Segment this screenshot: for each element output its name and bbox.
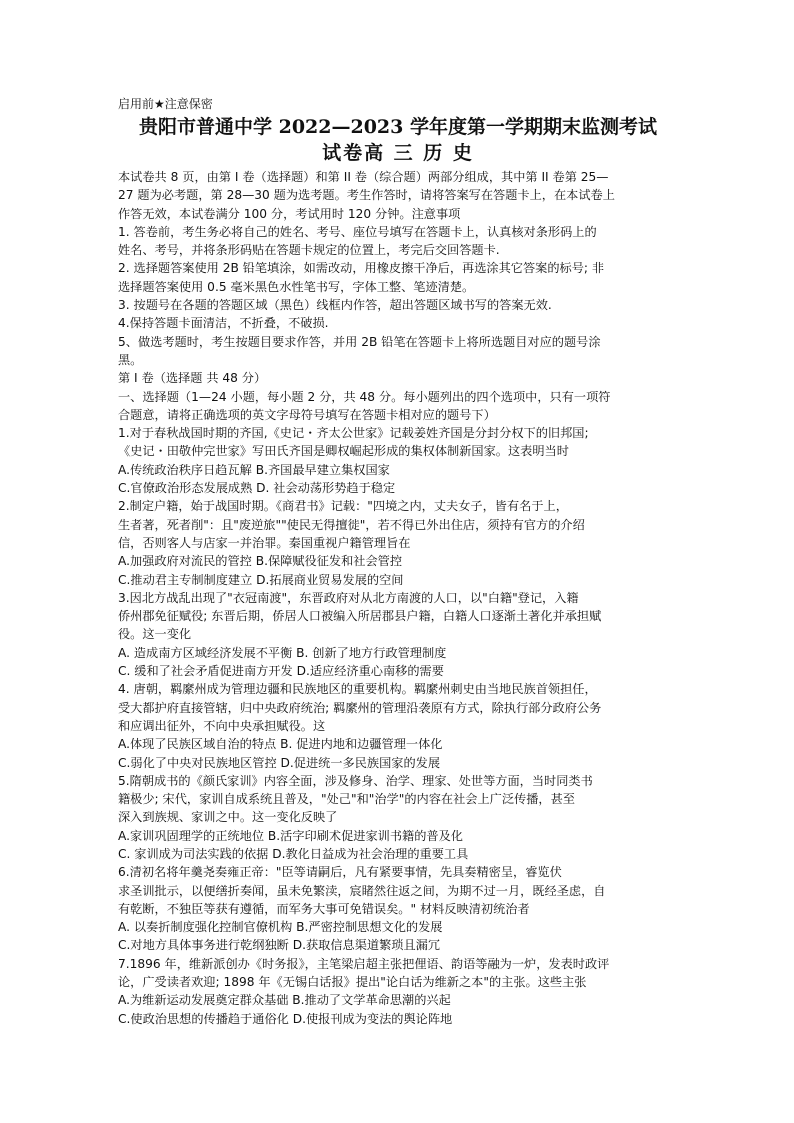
question-stem-line: 7.1896 年，维新派创办《时务报》，主笔梁启超主张把俚语、韵语等融为一炉，发表时政评 <box>118 956 610 971</box>
question-stem-line: 3.因北方战乱出现了"衣冠南渡"，东晋政府对从北方南渡的人口，以"白籍"登记，入籍 <box>118 590 579 605</box>
question-stem-line: 生者著，死者削"：且"废逆旅""使民无得擅徙"，若不得已外出住店，须持有官方的介绍 <box>118 517 585 532</box>
instruction-line: 4.保持答题卡面清洁，不折叠，不破损. <box>118 316 329 331</box>
question-options-line: A. 以奏折制度强化控制官僚机构 B.严密控制思想文化的发展 <box>118 920 443 935</box>
instruction-line: 黑。 <box>118 352 143 367</box>
question-options-line: C. 家训成为司法实践的依据 D.教化日益成为社会治理的重要工具 <box>118 846 469 861</box>
question-options-line: C.对地方具体事务进行乾纲独断 D.获取信息渠道繁琐且漏冗 <box>118 938 441 953</box>
question-4 <box>118 680 678 771</box>
instructions <box>118 168 678 369</box>
question-stem-line: 信，否则客人与店家一并治罪。秦国重视户籍管理旨在 <box>118 535 411 550</box>
question-stem-line: 论，广受读者欢迎; 1898 年《无锡白话报》提出"论白话为维新之本"的主张。这些主张 <box>118 975 587 990</box>
question-7 <box>118 955 678 1028</box>
question-stem-line: 受大都护府直接管辖，归中央政府统治; 羁縻州的管理沿袭原有方式，除执行部分政府公务 <box>118 700 602 715</box>
section-intro-line: 一、选择题（1—24 小题，每小题 2 分，共 48 分。每小题列出的四个选项中，只有一项符 <box>118 389 611 404</box>
question-5 <box>118 772 678 863</box>
section-heading: 第 I 卷（选择题 共 48 分） <box>118 371 267 386</box>
question-stem-line: 6.清初名将年羹尧奏雍正帝："臣等请嗣后，凡有紧要事情，先具奏精密呈，睿览伏 <box>118 865 562 880</box>
question-3 <box>118 589 678 680</box>
instruction-line: 1. 答卷前，考生务必将自己的姓名、考号、座位号填写在答题卡上，认真核对条形码上的 <box>118 224 597 239</box>
question-options-line: A. 造成南方区域经济发展不平衡 B. 创新了地方行政管理制度 <box>118 645 447 660</box>
question-stem-line: 2.制定户籍，始于战国时期。《商君书》记载："四境之内，丈夫女子，皆有名于上， <box>118 499 568 514</box>
question-options-line: C.使政治思想的传播趋于通俗化 D.使报刊成为变法的舆论阵地 <box>118 1011 453 1026</box>
question-stem-line: 有乾断，不独臣等获有遵循，而军务大事可免错误矣。" 材料反映清初统治者 <box>118 901 530 916</box>
question-6 <box>118 863 678 954</box>
question-stem-line: 和应调出征外，不向中央承担赋役。这 <box>118 718 326 733</box>
question-stem-line: 深入到族规、家训之中。这一变化反映了 <box>118 810 338 825</box>
instruction-line: 选择题答案使用 0.5 毫米黑色水性笔书写，字体工整、笔迹清楚。 <box>118 279 475 294</box>
question-options-line: A.传统政治秩序日趋瓦解 B.齐国最早建立集权国家 <box>118 462 390 477</box>
instruction-line: 2. 选择题答案使用 2B 铅笔填涂，如需改动，用橡皮擦干净后，再选涂其它答案的标号; 非 <box>118 261 605 276</box>
question-stem-line: 《史记・田敬仲完世家》写田氏齐国是卿权崛起形成的集权体制新国家。这表明当时 <box>118 444 569 459</box>
question-options-line: C.推动君主专制制度建立 D.拓展商业贸易发展的空间 <box>118 572 404 587</box>
instruction-line: 27 题为必考题，第 28—30 题为选考题。考生作答时，请将答案写在答题卡上，在本试卷上 <box>118 188 615 203</box>
question-options-line: C.官僚政治形态发展成熟 D. 社会动荡形势趋于稳定 <box>118 481 396 496</box>
instruction-line: 3. 按题号在各题的答题区域（黑色）线框内作答，超出答题区域书写的答案无效. <box>118 298 552 313</box>
instruction-line: 本试卷共 8 页，由第 I 卷（选择题）和第 II 卷（综合题）两部分组成，其中第 II 卷第 25— <box>118 170 609 184</box>
question-options-line: A.为维新运动发展奠定群众基础 B.推动了文学革命思潮的兴起 <box>118 993 451 1008</box>
question-stem-line: 1.对于春秋战国时期的齐国,《史记・齐太公世家》记载姜姓齐国是分封分权下的旧邦国; <box>118 426 589 441</box>
question-stem-line: 侨州郡免征赋役; 东晋后期，侨居人口被编入所居郡县户籍，白籍人口逐渐土著化并承担赋 <box>118 609 602 624</box>
question-options-line: A.家训巩固理学的正统地位 B.活字印刷术促进家训书籍的普及化 <box>118 828 463 843</box>
section-intro-line: 合题意，请将正确选项的英文字母符号填写在答题卡相对应的题号下） <box>118 407 496 422</box>
exam-page <box>118 96 678 1028</box>
question-options-line: C.弱化了中央对民族地区管控 D.促进统一多民族国家的发展 <box>118 755 441 770</box>
question-1 <box>118 424 678 497</box>
instruction-line: 5、做选考题时，考生按题目要求作答，并用 2B 铅笔在答题卡上将所选题目对应的题号涂 <box>118 334 601 349</box>
question-options-line: A.体现了民族区域自治的特点 B. 促进内地和边疆管理一体化 <box>118 737 443 752</box>
instruction-line: 姓名、考号，并将条形码贴在答题卡规定的位置上，考完后交回答题卡. <box>118 243 500 258</box>
exam-title: 贵阳市普通中学 2022—2023 学年度第一学期期末监测考试 <box>139 116 657 138</box>
question-stem-line: 役。这一变化 <box>118 627 192 642</box>
instruction-line: 作答无效，本试卷满分 100 分，考试用时 120 分钟。注意事项 <box>118 206 461 221</box>
exam-subtitle: 试卷高 三 历 史 <box>322 142 474 164</box>
question-stem-line: 籍极少; 宋代，家训自成系统且普及，"处己"和"治学"的内容在社会上广泛传播，甚至 <box>118 792 575 807</box>
question-stem-line: 求圣训批示，以便缮折奏闻，虽未免繁渎，宸睹然往返之间，为期不过一月，既经圣虑，自 <box>118 883 606 898</box>
question-2 <box>118 497 678 588</box>
question-stem-line: 4. 唐朝，羁縻州成为管理边疆和民族地区的重要机构。羁縻州刺史由当地民族首领担任， <box>118 682 597 697</box>
question-options-line: A.加强政府对流民的管控 B.保障赋役征发和社会管控 <box>118 554 403 569</box>
question-stem-line: 5.隋朝成书的《颜氏家训》内容全面，涉及修身、治学、理家、处世等方面，当时同类书 <box>118 773 593 788</box>
confidential-notice: 启用前★注意保密 <box>118 97 213 111</box>
question-options-line: C. 缓和了社会矛盾促进南方开发 D.适应经济重心南移的需要 <box>118 664 444 679</box>
